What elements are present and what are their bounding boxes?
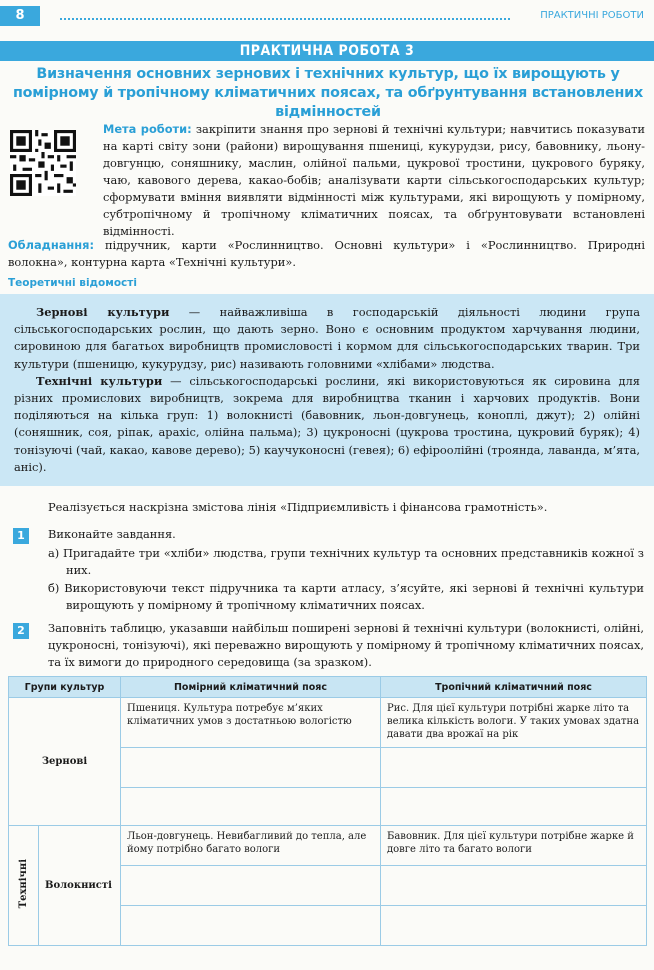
- technical-term: Технічні культури: [36, 373, 163, 388]
- goal-paragraph: [103, 121, 645, 240]
- equipment-label: Обладнання:: [8, 238, 95, 252]
- task-1-number: 1: [13, 528, 29, 544]
- grain-term: Зернові культури: [36, 305, 170, 319]
- grain-tropical-cell[interactable]: Рис. Для цієї культури потрібні жарке літо та велика кількість вологи. У таких умовах здатна давати два врожаї на рік: [381, 698, 647, 748]
- fiber-subgroup-label: Волокнисті: [39, 826, 121, 946]
- technical-group-cell: [9, 826, 39, 946]
- header-temperate: Помірний кліматичний пояс: [121, 677, 381, 698]
- table-header-row: [9, 677, 647, 698]
- empty-cell[interactable]: [121, 748, 381, 788]
- page-number: 8: [0, 6, 40, 26]
- empty-cell[interactable]: [121, 866, 381, 906]
- practical-work-banner: ПРАКТИЧНА РОБОТА 3: [0, 41, 654, 61]
- section-name: ПРАКТИЧНІ РОБОТИ: [540, 10, 644, 21]
- table-row: [9, 826, 647, 866]
- header-tropical: Тропічний кліматичний пояс: [381, 677, 647, 698]
- table-row: [9, 698, 647, 748]
- equipment-paragraph: [8, 237, 645, 271]
- grain-group-label: Зернові: [9, 698, 121, 826]
- empty-cell[interactable]: [381, 788, 647, 826]
- task-1a: а) Пригадайте три «хліби» людства, групи технічних культур та основних представників кожної з них.: [48, 546, 644, 577]
- theory-paragraph-grain: [14, 304, 640, 373]
- technical-group-label: Технічні: [18, 858, 29, 909]
- empty-cell[interactable]: [121, 788, 381, 826]
- empty-cell[interactable]: [381, 906, 647, 946]
- fiber-tropical-cell[interactable]: Бавовник. Для цієї культури потрібне жарке й довге літо та багато вологи: [381, 826, 647, 866]
- goal-text: закріпити знання про зернові й технічні культури; навчитись показувати на карті світу зони (райони) вирощування пшениці, кукурудзи, рису, бавовнику, льону-довгунцю, соняшнику, маслин, олійної пальми, цукрової тростини, цукрового буряку, чаю, кавового дерева, какао-бобів; аналізувати карти сільськогосподарських культур; сформувати вміння виявляти відмінності між культурами, які вирощують у помірному, субтропічному й тропічному кліматичних поясах, та обґрунтовувати встановлені відмінності.: [103, 122, 646, 238]
- task-2-text: Заповніть таблицю, указавши найбільш поширені зернові й технічні культури (волокнисті, олійні, цукроносні, тонізуючі), які переважно вирощують у помірному й тропічному кліматичних поясах, та їх вимоги до природного середовища (за зразком).: [48, 621, 644, 669]
- grain-temperate-cell[interactable]: Пшениця. Культура потребує м’яких кліматичних умов з достатньою вологістю: [121, 698, 381, 748]
- crops-table: [8, 676, 647, 946]
- empty-cell[interactable]: [121, 906, 381, 946]
- theory-heading: Теоретичні відомості: [8, 277, 137, 289]
- task-2-number: 2: [13, 623, 29, 639]
- theory-paragraph-technical: [14, 373, 640, 476]
- equipment-text: підручник, карти «Рослинництво. Основні культури» і «Рослинництво. Природні волокна», контурна карта «Технічні культури».: [8, 238, 645, 269]
- page-title: Визначення основних зернових і технічних культур, що їх вирощують у помірному й тропічному кліматичних поясах, та обґрунтування встановлених відмінностей: [13, 66, 643, 120]
- task-1-title: Виконайте завдання.: [48, 527, 176, 541]
- line-note: Реалізується наскрізна змістова лінія «Підприємливість і фінансова грамотність».: [48, 500, 548, 514]
- theory-text: [14, 304, 640, 476]
- empty-cell[interactable]: [381, 748, 647, 788]
- header-dotted-line: [60, 18, 510, 20]
- fiber-temperate-cell[interactable]: Льон-довгунець. Невибагливий до тепла, але йому потрібно багато вологи: [121, 826, 381, 866]
- goal-label: Мета роботи:: [103, 122, 192, 136]
- task-1b: б) Використовуючи текст підручника та карти атласу, з’ясуйте, які зернові й технічні культури вирощують у помірному й тропічному кліматичних поясах.: [48, 581, 644, 612]
- technical-definition: — сільськогосподарські рослини, які використовуються як сировина для різних промислових виробництв, зокрема для виробництва тканин і харчових продуктів. Вони поділяються на кілька груп: 1) волокнисті (бавовник, льон-довгунець, коноплі, джут); 2) олійні (соняшник, соя, ріпак, арахіс, олійна пальма); 3) цукроносні (цукрова тростина, цукровий буряк); 4) тонізуючі (чай, какао, кавове дерево); 5) каучуконосні (гевея); 6) ефіроолійні (троянда, лаванда, м’ята, аніс).: [14, 373, 640, 474]
- empty-cell[interactable]: [381, 866, 647, 906]
- qr-code-icon: [10, 130, 76, 196]
- header-groups: Групи культур: [9, 677, 121, 698]
- grain-definition: — найважливіша в господарській діяльності людини група сільськогосподарських рослин, що дають зерно. Воно є основним продуктом харчування людини, сировиною для багатьох виробництв промисловості і кормом для сільськогосподарських тварин. Три культури (пшеницю, кукурудзу, рис) називають головними «хлібами» людства.: [14, 305, 640, 371]
